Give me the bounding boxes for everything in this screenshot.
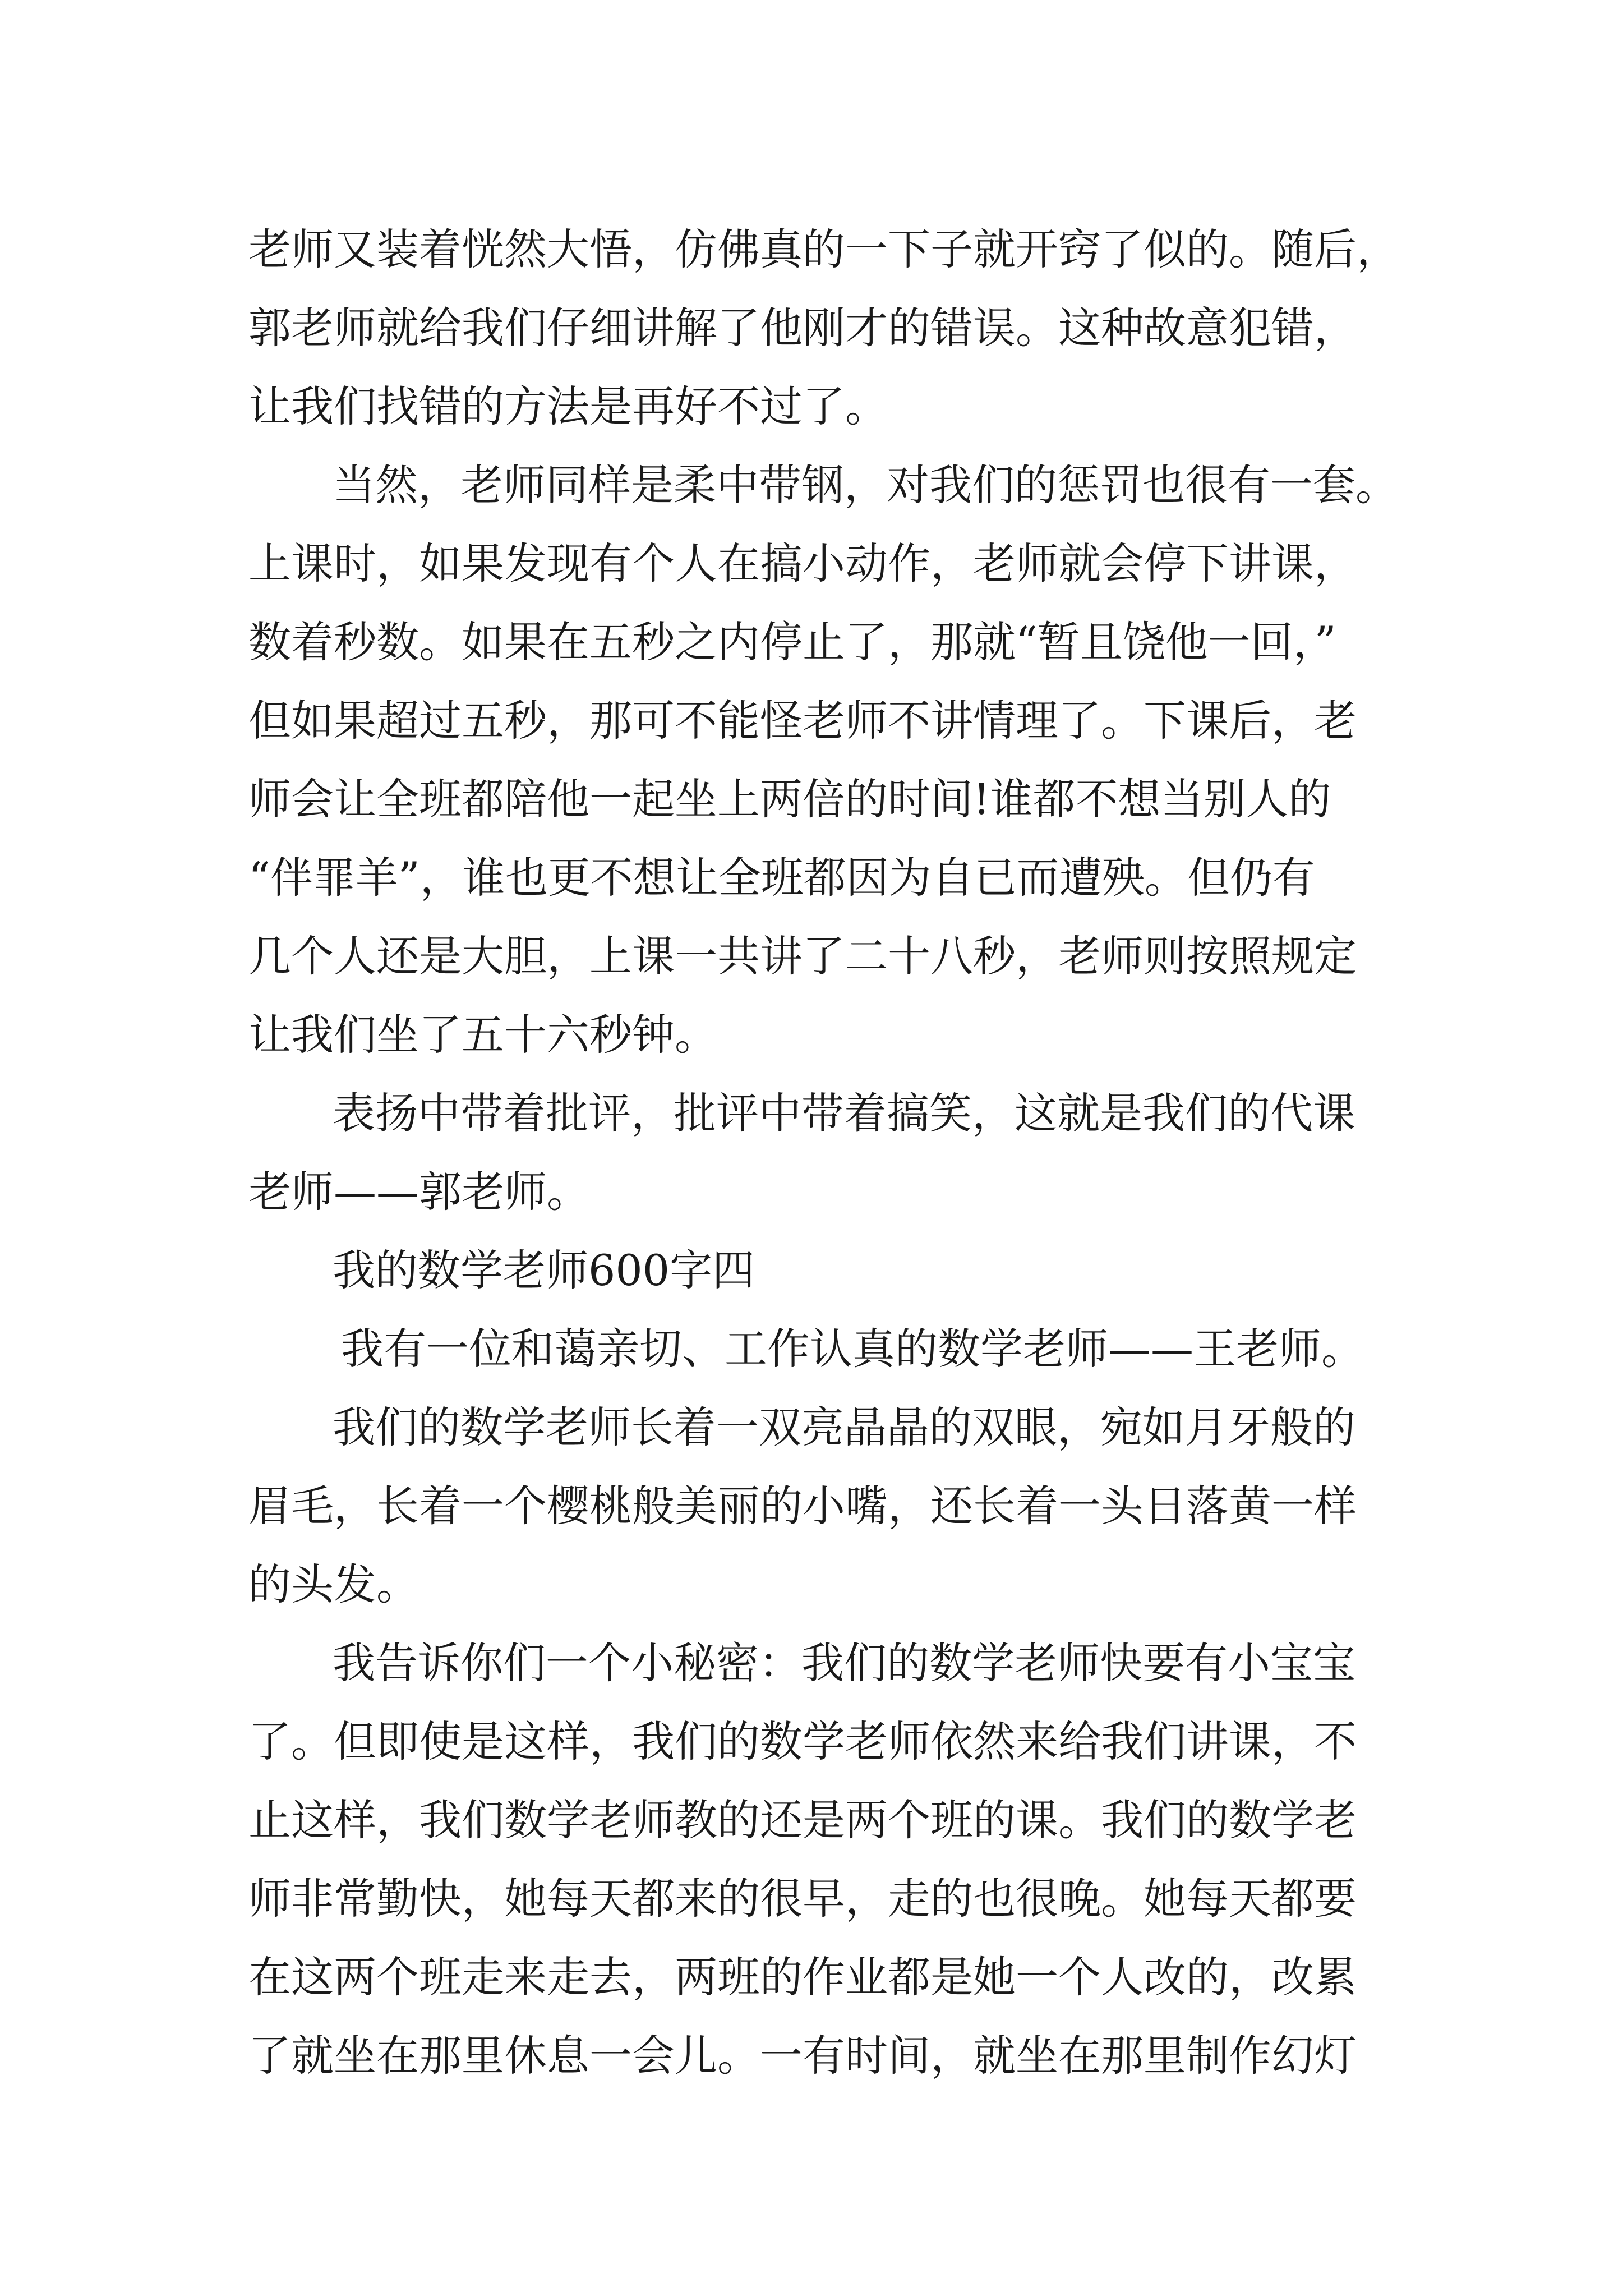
paragraph-start-line: 当然，老师同样是柔中带钢，对我们的惩罚也很有一套。 — [333, 460, 1398, 510]
text-line: “伴罪羊”，谁也更不想让全班都因为自已而遭殃。但仍有 — [248, 853, 1315, 903]
text-line: 止这样，我们数学老师教的还是两个班的课。我们的数学老 — [248, 1795, 1357, 1845]
text-line: 了。但即使是这样，我们的数学老师依然来给我们讲课，不 — [248, 1717, 1357, 1766]
text-line: 的头发。 — [248, 1559, 419, 1609]
section-heading: 我的数学老师600字四 — [333, 1245, 755, 1295]
text-line: 数着秒数。如果在五秒之内停止了，那就“暂且饶他一回，” — [248, 617, 1336, 667]
text-line: 在这两个班走来走去，两班的作业都是她一个人改的，改累 — [248, 1952, 1357, 2002]
text-line: 师非常勤快，她每天都来的很早，走的也很晚。她每天都要 — [248, 1874, 1357, 1924]
document-body — [248, 210, 1399, 2095]
text-line: 郭老师就给我们仔细讲解了他刚才的错误。这种故意犯错， — [248, 303, 1357, 353]
paragraph-start-line: 我有一位和蔼亲切、工作认真的数学老师——王老师。 — [341, 1324, 1364, 1374]
text-line: 几个人还是大胆，上课一共讲了二十八秒，老师则按照规定 — [248, 931, 1357, 981]
text-line: 了就坐在那里休息一会儿。一有时间，就坐在那里制作幻灯 — [248, 2031, 1357, 2081]
text-line: 师会让全班都陪他一起坐上两倍的时间!谁都不想当别人的 — [248, 774, 1331, 824]
text-line: 让我们找错的方法是再好不过了。 — [248, 381, 888, 431]
text-line: 眉毛，长着一个樱桃般美丽的小嘴，还长着一头日落黄一样 — [248, 1481, 1357, 1531]
paragraph-start-line: 表扬中带着批评，批评中带着搞笑，这就是我们的代课 — [333, 1088, 1355, 1138]
text-line: 但如果超过五秒，那可不能怪老师不讲情理了。下课后，老 — [248, 696, 1357, 746]
paragraph-start-line: 我们的数学老师长着一双亮晶晶的双眼，宛如月牙般的 — [333, 1402, 1355, 1452]
text-line: 上课时，如果发现有个人在搞小动作，老师就会停下讲课， — [248, 539, 1357, 588]
text-line: 老师又装着恍然大悟，仿佛真的一下子就开窍了似的。随后， — [248, 224, 1399, 274]
paragraph-start-line: 我告诉你们一个小秘密：我们的数学老师快要有小宝宝 — [333, 1638, 1355, 1688]
text-line: 让我们坐了五十六秒钟。 — [248, 1010, 717, 1060]
text-line: 老师——郭老师。 — [248, 1167, 589, 1217]
